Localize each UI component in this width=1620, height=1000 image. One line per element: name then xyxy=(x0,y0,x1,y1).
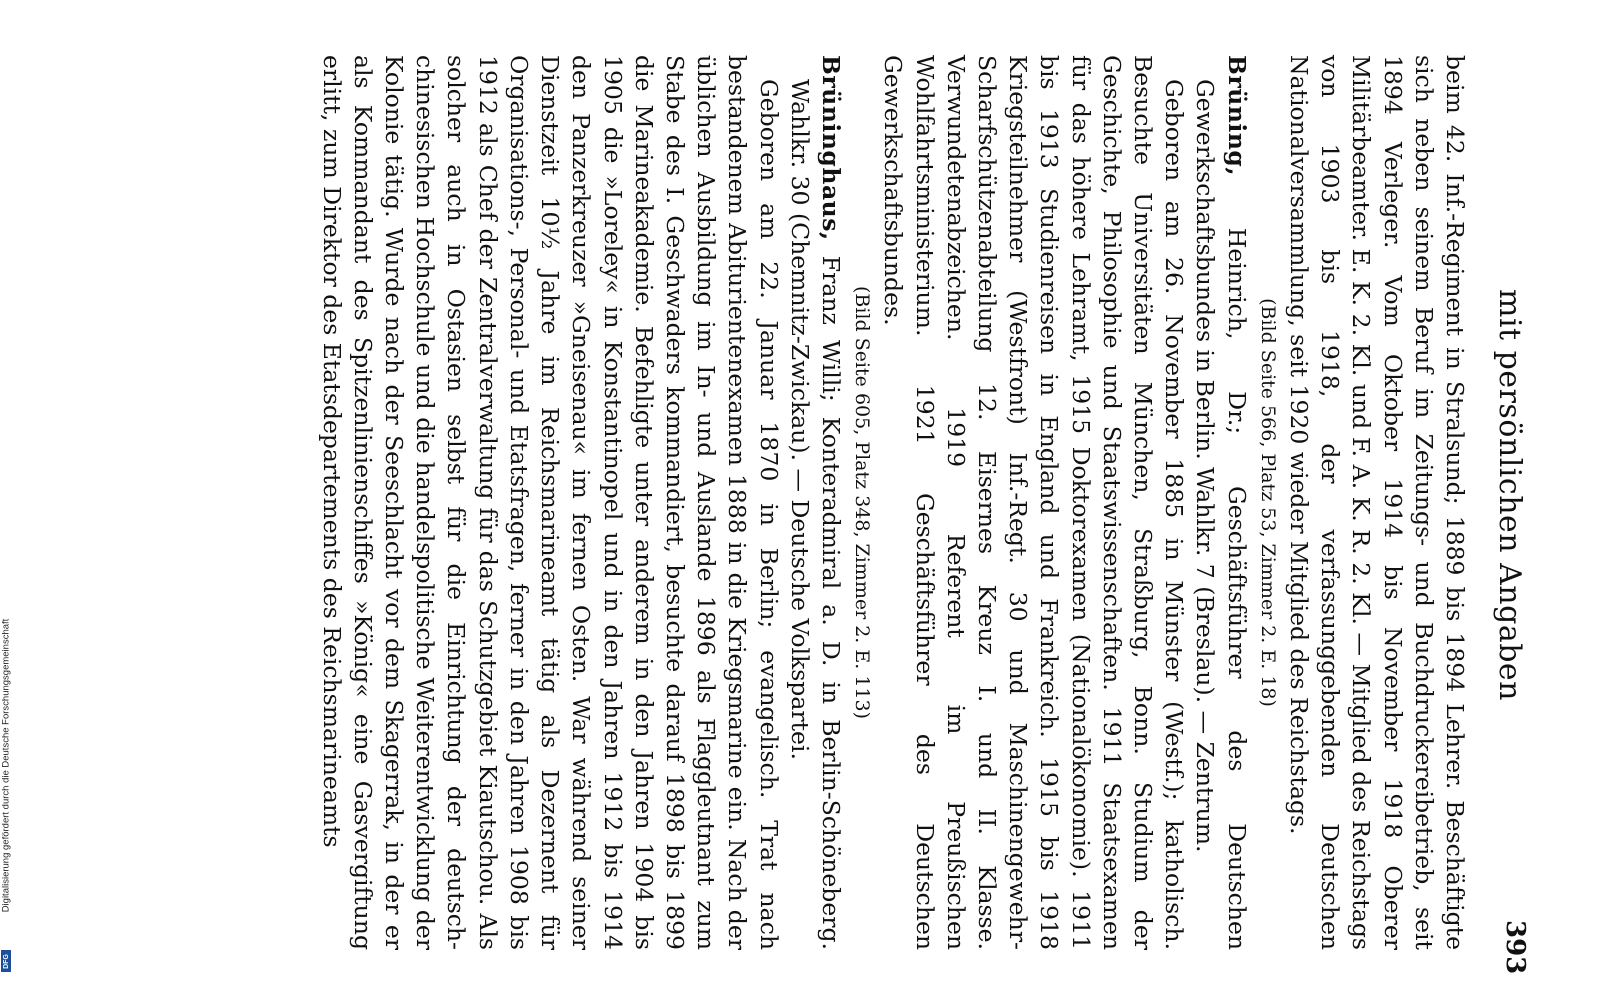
rotated-book-page xyxy=(0,20,1540,975)
entry-reference: (Bild Seite 605, Platz 348, Zimmer 2. E. 113) xyxy=(851,285,874,720)
entry-name: Brüning, xyxy=(1222,55,1251,177)
entry-head-text: Heinrich, Dr.; Geschäftsführer des Deutschen Gewerkschaftsbundes in Berlin. Wahlkr. 7 (Breslau). — Zentrum. xyxy=(1191,79,1251,950)
entry-brueninghaus-body: Geboren am 22. Januar 1870 in Berlin; evangelisch. Trat nach bestandenem Abiturientenexamen 1888 in die Kriegsmarine ein. Nach der üblichen Ausbildung im In- und Auslande 1896 als Flaggleutnant zum Stabe des I. Geschwaders kommandiert, besuchte darauf 1898 bis 1899 die Marineakademie. Befehligte unter anderem in den Jahren 1904 bis 1905 die »Loreley« in Konstantinopel und in den Jahren 1912 bis 1914 den Panzerkreuzer »Gneisenau« im fernen Osten. War während seiner Dienstzeit 10½ Jahre im Reichsmarineamt tätig als Dezernent für Organisations-, Personal- und Etatsfragen, ferner in den Jahren 1908 bis 1912 als Chef der Zentralverwaltung für das Schutzgebiet Kiautschou. Als solcher auch in Ostasien selbst für die Einrichtung der deutsch-chinesischen Hochschule und die handelspolitische Weiterentwicklung der Kolonie tätig. Wurde nach der Seeschlacht vor dem Skagerrak, in der er als Kommandant des Spitzenlinienschiffes »König« eine Gasvergiftung erlitt, zum Direktor des Etatsdepartements des Reichsmarineamts xyxy=(317,55,783,950)
running-title: mit persönlichen Angaben xyxy=(1492,289,1528,701)
credit-text: Digitalisierung gefördert durch die Deutsche Forschungsgemeinschaft xyxy=(0,618,12,912)
dfg-logo-text: DFG xyxy=(2,953,10,969)
page-number: 393 xyxy=(1500,920,1530,975)
entry-reference: (Bild Seite 566, Platz 53, Zimmer 2. E. 18) xyxy=(1256,298,1279,707)
entry-bruening-head xyxy=(1189,55,1251,950)
entry-bruening-body: Geboren am 26. November 1885 in Münster (Westf.); katholisch. Besuchte Universitäten München, Straßburg, Bonn. Studium der Geschichte, Philosophie und Staatswissenschaften. 1911 Staatsexamen für das höhere Lehramt, 1915 Doktorexamen (Nationalökonomie). 1911 bis 1913 Studienreisen in England und Frankreich. 1915 bis 1918 Kriegsteilnehmer (Westfront) Inf.-Regt. 30 und Maschinengewehr-Scharfschützenabteilung 12. Eisernes Kreuz I. und II. Klasse. Verwundetenabzeichen. 1919 Referent im Preußischen Wohlfahrtsministerium. 1921 Geschäftsführer des Deutschen Gewerkschaftsbundes. xyxy=(879,55,1189,950)
dfg-logo xyxy=(1,950,11,972)
entry-continuation: beim 42. Inf.-Regiment in Stralsund; 1889 bis 1894 Lehrer. Beschäftigte sich neben seinem Beruf im Zeitungs- und Buchdruckereibetrieb, seit 1894 Verleger. Vom Oktober 1914 bis November 1918 Oberer Militärbeamter. E. K. 2. Kl. und F. A. K. R. 2. Kl. — Mitglied des Reichstags von 1903 bis 1918, der verfassunggebenden Deutschen Nationalversammlung, seit 1920 wieder Mitglied des Reichstags. xyxy=(1284,55,1469,950)
digitization-credit xyxy=(0,585,12,945)
page-body xyxy=(315,55,1470,950)
entry-name: Brüninghaus, xyxy=(816,55,845,241)
entry-brueninghaus-head xyxy=(784,55,846,950)
entry-head-text: Franz Willi; Konteradmiral a. D. in Berlin-Schöneberg. Wahlkr. 30 (Chemnitz-Zwickau). — Deutsche Volkspartei. xyxy=(785,79,845,950)
